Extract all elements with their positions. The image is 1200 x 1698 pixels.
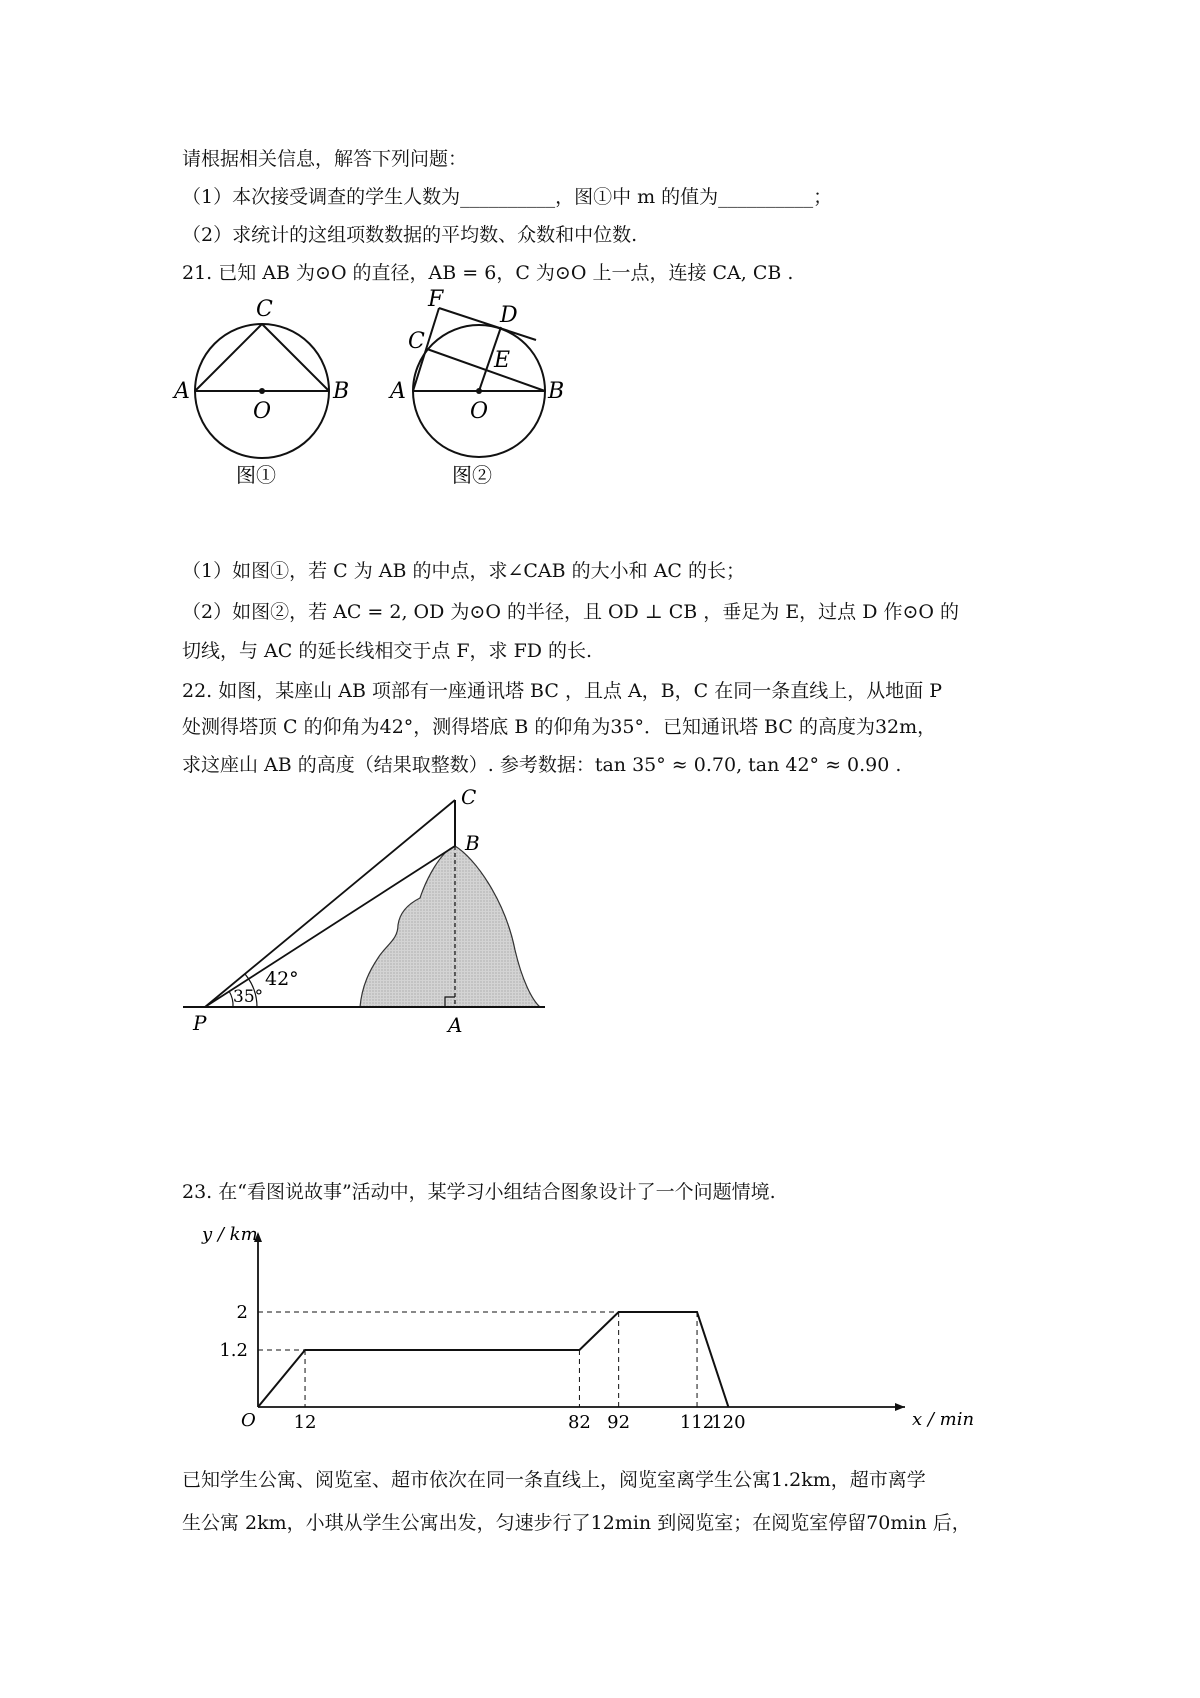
fig2-label-a: A	[390, 379, 406, 404]
fig1-label-o: O	[253, 399, 272, 424]
q21-figure-1	[172, 297, 349, 487]
fig1-label-c: C	[256, 297, 273, 322]
label-p: P	[193, 1011, 207, 1035]
x-tick-label: 120	[711, 1412, 746, 1433]
q21-stem: 21. 已知 AB 为⊙O 的直径，AB = 6，C 为⊙O 上一点，连接 CA, CB .	[182, 262, 794, 284]
y-axis-label: y / km	[202, 1224, 258, 1245]
q21-figures	[0, 278, 1200, 538]
q23-line2: 生公寓 2km，小琪从学生公寓出发，匀速步行了12min 到阅览室；在阅览室停留70min 后，	[182, 1512, 971, 1534]
origin-label: O	[241, 1410, 256, 1431]
label-c: C	[461, 785, 477, 809]
x-tick-label: 92	[607, 1412, 631, 1433]
fig1-caption: 图①	[236, 463, 276, 487]
q21-figure-2	[388, 287, 564, 487]
q23-line1: 已知学生公寓、阅览室、超市依次在同一条直线上，阅览室离学生公寓1.2km，超市离学	[182, 1469, 926, 1491]
mountain-shape	[360, 846, 540, 1007]
label-angle-35: 35°	[233, 987, 264, 1007]
y-tick-label: 1.2	[219, 1340, 248, 1361]
fig1-label-b: B	[333, 379, 350, 404]
fig2-label-c: C	[408, 329, 425, 354]
fig2-center-dot	[476, 388, 482, 394]
q20-part2: （2）求统计的这组项数数据的平均数、众数和中位数.	[182, 224, 638, 246]
x-tick-label: 12	[293, 1412, 317, 1433]
x-axis-label: x / min	[912, 1409, 975, 1430]
fig2-label-e: E	[494, 348, 511, 373]
fig1-label-a: A	[174, 379, 190, 404]
label-a: A	[448, 1013, 463, 1037]
fig2-label-f: F	[428, 287, 444, 312]
q20-part1: （1）本次接受调查的学生人数为__________，图①中 m 的值为__________；	[182, 186, 833, 208]
q21-part2-line2: 切线，与 AC 的延长线相交于点 F，求 FD 的长.	[182, 640, 593, 662]
q22-figure	[0, 780, 1200, 1060]
q23-stem: 23. 在“看图说故事”活动中，某学习小组结合图象设计了一个问题情境.	[182, 1181, 776, 1203]
q21-part2-line1: （2）如图②，若 AC = 2, OD 为⊙O 的半径，且 OD ⊥ CB ，垂足为 E，过点 D 作⊙O 的	[182, 601, 960, 623]
x-axis-arrow	[895, 1403, 905, 1411]
q22-line1: 22. 如图，某座山 AB 项部有一座通讯塔 BC ，且点 A，B，C 在同一条直线上，从地面 P	[182, 680, 943, 702]
x-tick-label: 82	[567, 1412, 591, 1433]
fig1-center-dot	[259, 388, 265, 394]
fig2-label-b: B	[548, 379, 565, 404]
q22-line3: 求这座山 AB 的高度（结果取整数）. 参考数据：tan 35° ≈ 0.70, tan 42° ≈ 0.90 .	[182, 754, 902, 776]
fig2-label-d: D	[500, 303, 518, 328]
x-tick-label: 112	[679, 1412, 715, 1433]
q23-distance-time-graph	[0, 1222, 1200, 1442]
label-b: B	[465, 831, 480, 855]
fig2-caption: 图②	[452, 463, 492, 487]
q22-line2: 处测得塔顶 C 的仰角为42°，测得塔底 B 的仰角为35°．已知通讯塔 BC 的高度为32m，	[182, 716, 937, 738]
fig2-label-o: O	[470, 399, 489, 424]
label-angle-42: 42°	[265, 968, 299, 990]
q20-intro: 请根据相关信息，解答下列问题：	[182, 148, 468, 170]
series-line	[258, 1312, 728, 1407]
y-tick-label: 2	[236, 1302, 248, 1323]
q21-part1: （1）如图①，若 C 为 AB 的中点，求∠CAB 的大小和 AC 的长；	[182, 560, 745, 582]
fig2-tangent-fd	[439, 308, 536, 340]
